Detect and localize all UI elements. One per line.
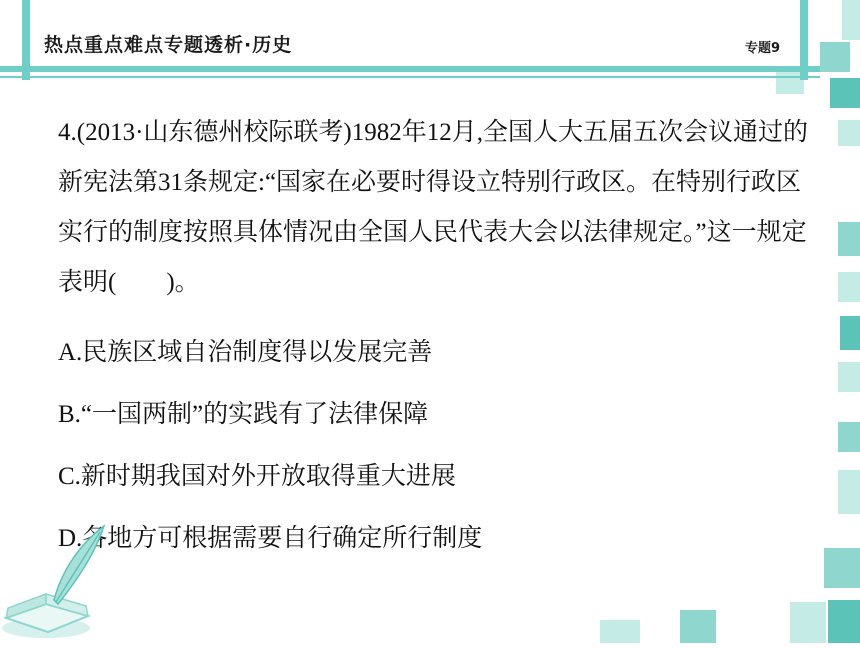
header-rule [0, 66, 820, 72]
question-block [58, 108, 818, 564]
header-rule-thin [0, 76, 820, 78]
option-b[interactable]: B.“一国两制”的实践有了法律保障 [58, 401, 429, 428]
book-quill-icon [0, 520, 110, 643]
page-title: 热点重点难点专题透析·历史 [44, 34, 293, 56]
option-a[interactable]: A.民族区域自治制度得以发展完善 [58, 339, 433, 366]
option-d[interactable]: D.各地方可根据需要自行确定所行制度 [58, 525, 483, 552]
option-c[interactable]: C.新时期我国对外开放取得重大进展 [58, 463, 456, 490]
topic-tag: 专题9 [745, 41, 781, 56]
question-text: 4.(2013·山东德州校际联考)1982年12月,全国人大五届五次会议通过的新宪法第31条规定:“国家在必要时得设立特别行政区。在特别行政区实行的制度按照具体情况由全国人民代表大会以法律规定。”这一规定表明( )。 [58, 119, 808, 296]
